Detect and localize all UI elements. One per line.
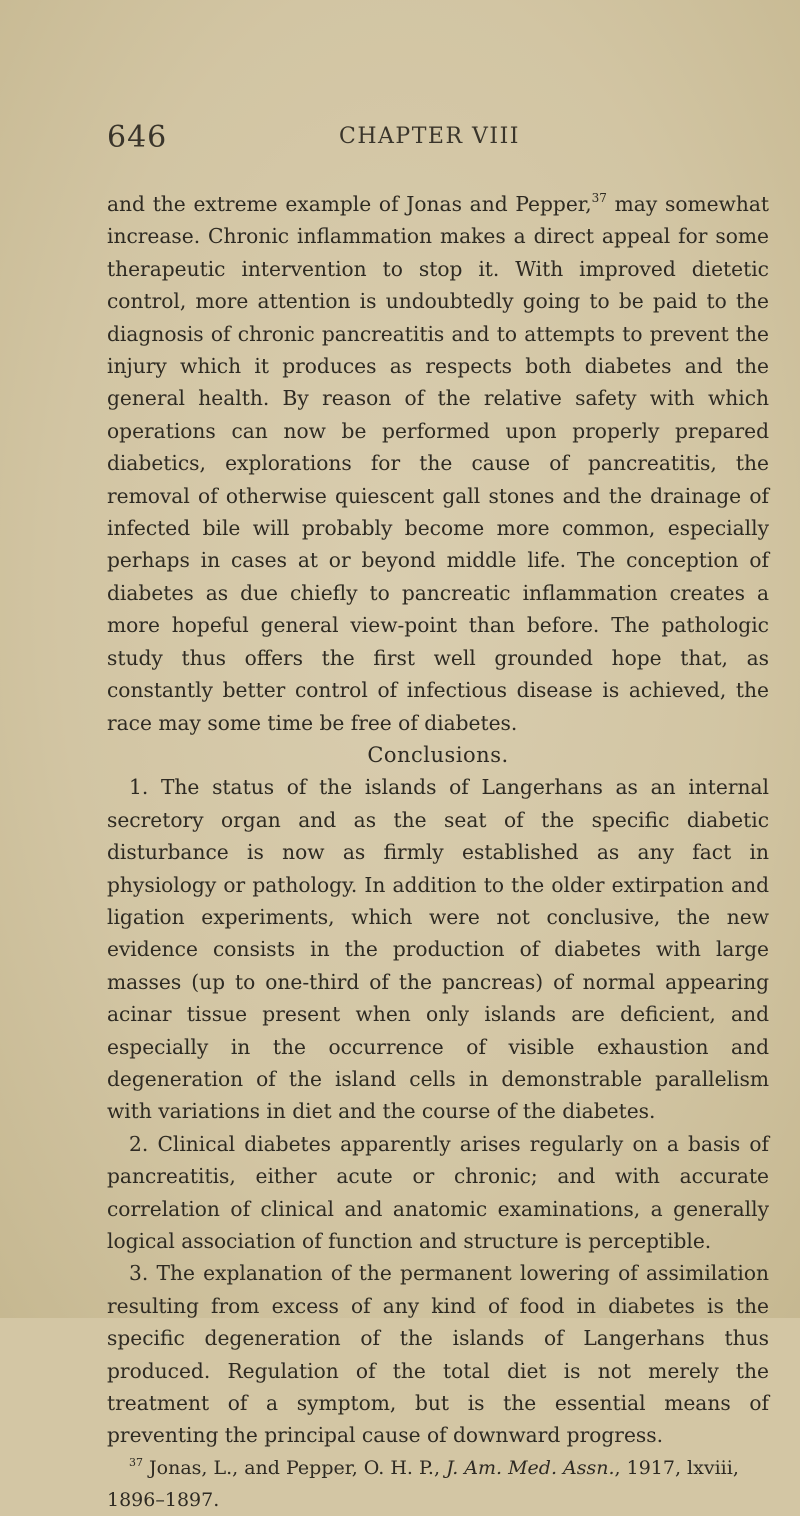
page-number: 646 [107,120,168,155]
body-text [107,188,769,1516]
footnote-authors: Jonas, L., and Pepper, O. H. P., [143,1456,447,1479]
intro-text-start: and the extreme example of Jonas and Pepper, [107,192,592,216]
footnote-reference: 37 [591,191,607,205]
conclusion-2: 2. Clinical diabetes apparently arises regularly on a basis of pancreatitis, either acute or chronic; and with accurate correlation of clinical and anatomic examinations, a generally logical association of function and structure is perceptible. [107,1131,769,1253]
footnote-mark: 37 [129,1455,143,1469]
section-heading: Conclusions. [367,742,509,767]
chapter-title: CHAPTER VIII [339,124,520,149]
footnote-journal: J. Am. Med. Assn. [446,1456,615,1479]
intro-text-rest: may somewhat increase. Chronic inflammation makes a direct appeal for some therapeutic intervention to stop it. With improved dietetic control, more attention is undoubtedly going to be paid to the diagnosis of chronic pancreatitis and to attempts to prevent the injury which it produces as respects both diabetes and the general health. By reason of the relative safety with which operations can now be performed upon properly prepared diabetics, explorations for the cause of pancreatitis, the removal of otherwise quiescent gall stones and the drainage of infected bile will probably become more common, especially perhaps in cases at or beyond middle life. The conception of diabetes as due chiefly to pancreatic inflammation creates a more hopeful general view-point than before. The pathologic study thus offers the first well grounded hope that, as constantly better control of infectious disease is achieved, the race may some time be free of diabetes. [107,192,769,735]
intro-paragraph [107,188,769,739]
conclusion-1: 1. The status of the islands of Langerhans as an internal secretory organ and as the seat of the specific diabetic disturbance is now as firmly established as any fact in physiology or pathology. In addition to the older extirpation and ligation experiments, which were not conclusive, the new evidence consists in the production of diabetes with large masses (up to one-third of the pancreas) of normal appearing acinar tissue present when only islands are deficient, and especially in the occurrence of visible exhaustion and degeneration of the island cells in demonstrable parallelism with variations in diet and the course of the diabetes. [107,775,769,1124]
conclusion-3: 3. The explanation of the permanent lowering of assimilation resulting from excess of any kind of food in diabetes is the specific degeneration of the islands of Langerhans thus produced. Regulation of the total diet is not merely the treatment of a symptom, but is the essential means of preventing the principal cause of downward progress. [107,1261,769,1448]
running-head [107,120,767,160]
footnote-details: , 1917, lxviii, 1896–1897. [107,1456,739,1511]
footnote [107,1452,769,1516]
